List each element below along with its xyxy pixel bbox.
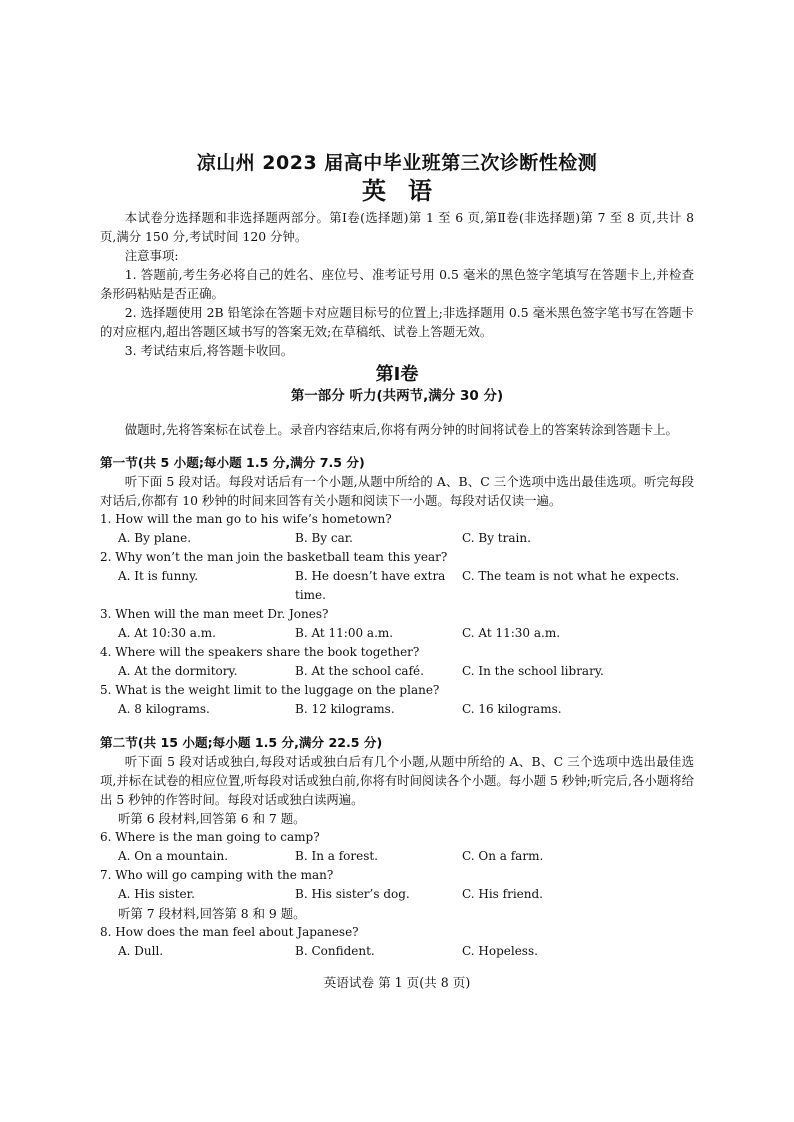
question-text: 3. When will the man meet Dr. Jones? [100, 607, 329, 621]
question-text: 4. Where will the speakers share the book together? [100, 645, 420, 659]
question-options [100, 624, 694, 643]
option-c: C. Hopeless. [462, 944, 538, 958]
notice-item-1: 1. 答题前,考生务必将自己的姓名、座位号、准考证号用 0.5 毫米的黑色签字笔填写在答题卡上,并检查条形码粘贴是否正确。 [100, 267, 694, 301]
notice-title: 注意事项: [124, 248, 179, 263]
question-text: 5. What is the weight limit to the luggage on the plane? [100, 683, 440, 697]
question-text: 7. Who will go camping with the man? [100, 868, 334, 882]
option-b: B. In a forest. [295, 849, 378, 863]
option-c: C. His friend. [462, 887, 543, 901]
option-b: B. Confident. [295, 944, 375, 958]
question-options [100, 567, 694, 605]
question-8 [100, 923, 694, 961]
option-a: A. On a mountain. [118, 849, 229, 863]
option-b: B. His sister’s dog. [295, 887, 410, 901]
section2-instruction: 听下面 5 段对话或独白,每段对话或独白后有几个小题,从题中所给的 A、B、C 三个选项中选出最佳选项,并标在试卷的相应位置,听每段对话或独白前,你将有时间阅读各个小题。每小题 5 秒钟;听完后,各小题将给出 5 秒钟的作答时间。每段对话或独白读两遍。 [100, 754, 694, 807]
volume-title: 第Ⅰ卷 [375, 364, 419, 385]
part-title: 第一部分 听力(共两节,满分 30 分) [290, 388, 504, 404]
option-b: B. At 11:00 a.m. [295, 626, 394, 640]
option-b: B. 12 kilograms. [295, 702, 395, 716]
question-text: 6. Where is the man going to camp? [100, 830, 320, 844]
question-options [100, 662, 694, 681]
question-options [100, 942, 694, 961]
subject-title: 英语 [362, 177, 454, 205]
option-a: A. 8 kilograms. [118, 702, 210, 716]
option-a: A. His sister. [118, 887, 195, 901]
option-b: B. He doesn’t have extra time. [295, 569, 446, 602]
option-c: C. In the school library. [462, 664, 604, 678]
page-footer: 英语试卷 第 1 页(共 8 页) [323, 975, 471, 990]
option-a: A. By plane. [118, 531, 192, 545]
question-text: 8. How does the man feel about Japanese? [100, 925, 359, 939]
option-b: B. At the school café. [295, 664, 424, 678]
option-a: A. At the dormitory. [118, 664, 238, 678]
question-options [100, 529, 694, 548]
question-1 [100, 510, 694, 548]
section2-title: 第二节(共 15 小题;每小题 1.5 分,满分 22.5 分) [100, 735, 383, 750]
question-2 [100, 548, 694, 605]
question-text: 1. How will the man go to his wife’s hometown? [100, 512, 392, 526]
question-5 [100, 681, 694, 719]
listen-instruction-6: 听第 6 段材料,回答第 6 和 7 题。 [118, 811, 306, 826]
exam-page [100, 150, 694, 961]
question-7 [100, 866, 694, 904]
option-c: C. 16 kilograms. [462, 702, 562, 716]
section1-instruction: 听下面 5 段对话。每段对话后有一个小题,从题中所给的 A、B、C 三个选项中选出最佳选项。听完每段对话后,你都有 10 秒钟的时间来回答有关小题和阅读下一小题。每段对话仅读一遍。 [100, 474, 694, 508]
exam-description: 本试卷分选择题和非选择题两部分。第Ⅰ卷(选择题)第 1 至 6 页,第Ⅱ卷(非选择题)第 7 至 8 页,共计 8 页,满分 150 分,考试时间 120 分钟。 [100, 210, 694, 244]
part-instruction: 做题时,先将答案标在试卷上。录音内容结束后,你将有两分钟的时间将试卷上的答案转涂到答题卡上。 [124, 422, 678, 437]
question-options [100, 847, 694, 866]
listen-instruction-7: 听第 7 段材料,回答第 8 和 9 题。 [118, 906, 306, 921]
option-a: A. Dull. [118, 944, 164, 958]
option-c: C. On a farm. [462, 849, 544, 863]
question-text: 2. Why won’t the man join the basketball team this year? [100, 550, 448, 564]
option-a: A. At 10:30 a.m. [118, 626, 216, 640]
section1-title: 第一节(共 5 小题;每小题 1.5 分,满分 7.5 分) [100, 455, 365, 470]
question-options [100, 700, 694, 719]
question-4 [100, 643, 694, 681]
question-options [100, 885, 694, 904]
question-6 [100, 828, 694, 866]
exam-title: 凉山州 2023 届高中毕业班第三次诊断性检测 [196, 152, 598, 174]
option-a: A. It is funny. [118, 569, 199, 583]
option-c: C. At 11:30 a.m. [462, 626, 561, 640]
question-3 [100, 605, 694, 643]
notice-item-3: 3. 考试结束后,将答题卡收回。 [124, 343, 294, 358]
option-c: C. The team is not what he expects. [462, 569, 680, 583]
option-b: B. By car. [295, 531, 353, 545]
notice-item-2: 2. 选择题使用 2B 铅笔涂在答题卡对应题目标号的位置上;非选择题用 0.5 毫米黑色签字笔书写在答题卡的对应框内,超出答题区域书写的答案无效;在草稿纸、试卷上答题无效。 [100, 305, 694, 339]
option-c: C. By train. [462, 531, 531, 545]
